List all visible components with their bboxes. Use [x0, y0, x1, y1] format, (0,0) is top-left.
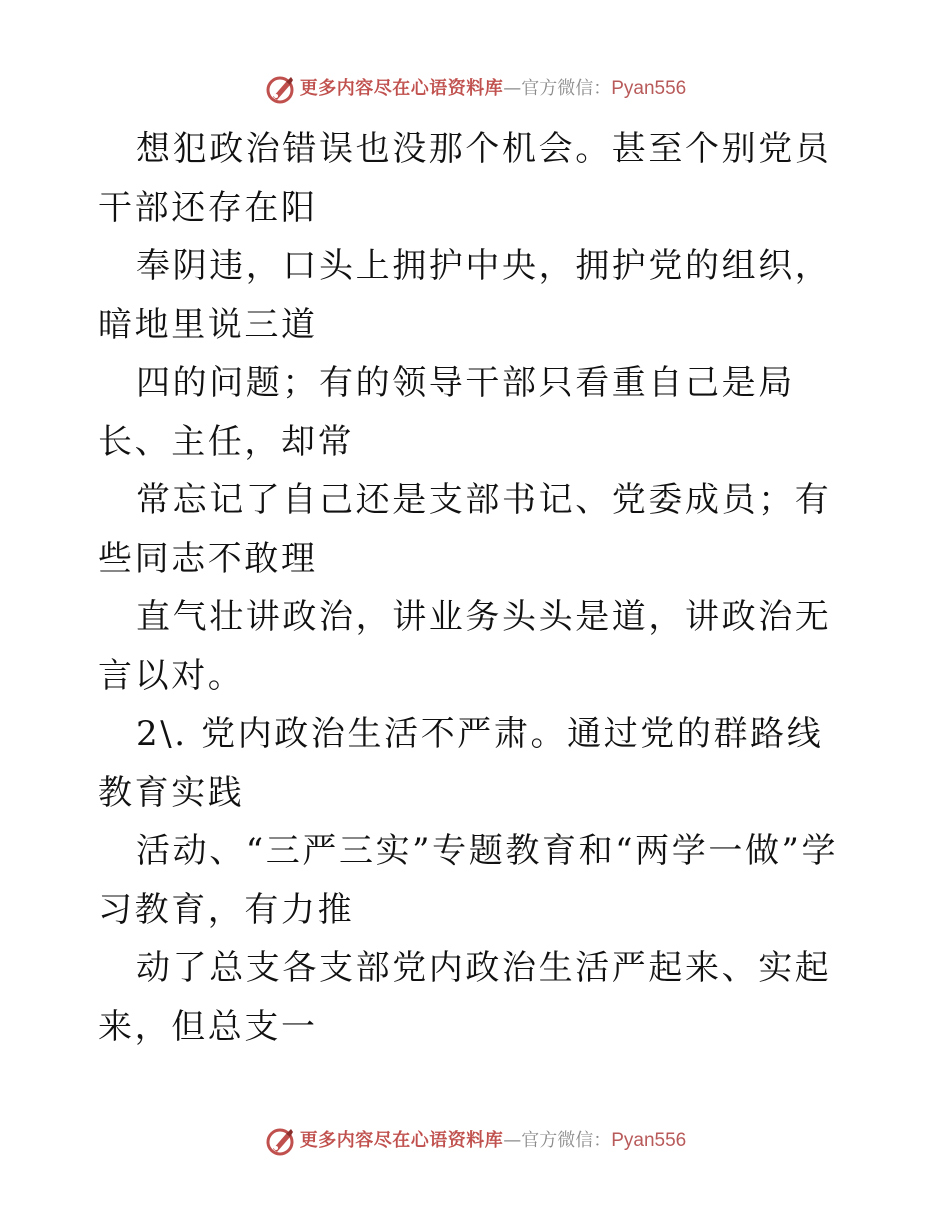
paragraph: 想犯政治错误也没那个机会。甚至个别党员干部还存在阳: [98, 129, 832, 228]
paragraph: 直气壮讲政治，讲业务头头是道，讲政治无言以对。: [98, 597, 832, 696]
pen-logo-icon: [264, 1125, 296, 1157]
footer-banner: [0, 1125, 950, 1157]
header-wechat-label: 官方微信：: [521, 78, 612, 99]
header-wechat-id: Pyan556: [611, 78, 687, 99]
paragraph: 常忘记了自己还是支部书记、党委成员；有些同志不敢理: [98, 480, 832, 579]
footer-main-text: 更多内容尽在心语资料库: [299, 1130, 504, 1151]
document-body: [98, 120, 858, 1056]
header-dash: —: [503, 78, 522, 99]
paragraph: 四的问题；有的领导干部只看重自己是局长、主任，却常: [98, 363, 795, 462]
paragraph: 动了总支各支部党内政治生活严起来、实起来，但总支一: [98, 948, 832, 1047]
header-banner: [0, 73, 950, 105]
paragraph: 2\. 党内政治生活不严肃。通过党的群路线教育实践: [98, 714, 824, 813]
pen-logo-icon: [264, 73, 296, 105]
header-main-text: 更多内容尽在心语资料库: [299, 78, 504, 99]
paragraph: 活动、“三严三实”专题教育和“两学一做”学习教育，有力推: [98, 831, 839, 930]
paragraph: 奉阴违，口头上拥护中央，拥护党的组织，暗地里说三道: [98, 246, 832, 345]
footer-wechat-id: Pyan556: [611, 1130, 687, 1151]
footer-wechat-label: 官方微信：: [521, 1130, 612, 1151]
footer-dash: —: [503, 1130, 522, 1151]
